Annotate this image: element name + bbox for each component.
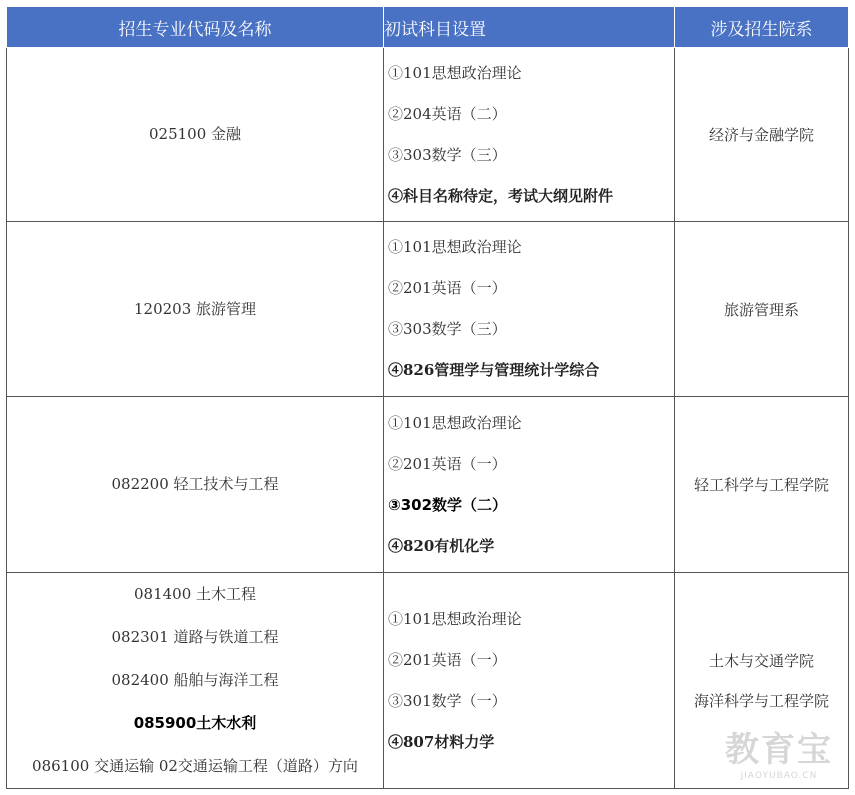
major-cell (7, 222, 384, 397)
subject-item: ③303数学（三） (388, 145, 507, 164)
subject-item: ②204英语（二） (388, 104, 507, 123)
table-header-row (7, 7, 849, 48)
department-name: 旅游管理系 (723, 300, 799, 319)
table-row (7, 48, 849, 222)
subject-item: ③302数学（二） (388, 495, 508, 514)
department-cell (675, 222, 849, 397)
major-name: 081400 土木工程 (133, 585, 257, 603)
major-name: 120203 旅游管理 (133, 299, 257, 318)
subject-item: ③303数学（三） (388, 320, 507, 338)
subjects-cell (384, 397, 675, 573)
subject-item: ①101思想政治理论 (388, 413, 522, 432)
major-name: 085900土木水利 (133, 714, 257, 732)
major-name: 086100 交通运输 02交通运输工程（道路）方向 (32, 757, 358, 775)
table-row (7, 397, 849, 573)
subject-item: ④826管理学与管理统计学综合 (388, 361, 600, 379)
subject-item: ④807材料力学 (388, 732, 495, 751)
table-row (7, 222, 849, 397)
admissions-table (6, 6, 849, 789)
major-name: 025100 金融 (148, 125, 242, 143)
major-cell (7, 48, 384, 222)
table-row (7, 573, 849, 789)
major-name: 082400 船舶与海洋工程 (111, 671, 279, 689)
major-name: 082301 道路与铁道工程 (111, 628, 279, 646)
subject-item: ②201英语（一） (388, 650, 507, 669)
watermark-logo: 教育宝 (725, 730, 833, 770)
department-cell (675, 573, 849, 789)
subject-item: ④科目名称待定，考试大纲见附件 (388, 186, 614, 205)
department-name: 土木与交通学院 (708, 651, 814, 670)
department-cell (675, 48, 849, 222)
subjects-cell (384, 222, 675, 397)
subject-item: ①101思想政治理论 (388, 609, 522, 628)
header-exam-subjects: 初试科目设置 (384, 7, 675, 48)
major-cell (7, 397, 384, 573)
subjects-cell (384, 48, 675, 222)
department-name: 经济与金融学院 (708, 126, 814, 144)
subject-item: ②201英语（一） (388, 279, 507, 297)
subjects-cell (384, 573, 675, 789)
subject-item: ④820有机化学 (388, 536, 495, 555)
header-departments: 涉及招生院系 (675, 7, 849, 48)
subject-item: ①101思想政治理论 (388, 238, 522, 256)
subject-item: ②201英语（一） (388, 454, 507, 473)
header-major-code-name: 招生专业代码及名称 (7, 7, 384, 48)
major-name: 082200 轻工技术与工程 (111, 475, 279, 493)
subject-item: ③301数学（一） (388, 691, 507, 710)
department-name: 轻工科学与工程学院 (693, 476, 829, 494)
subject-item: ①101思想政治理论 (388, 63, 522, 82)
watermark-domain: JIAOYUBAO.CN (740, 771, 818, 781)
major-cell (7, 573, 384, 789)
department-cell (675, 397, 849, 573)
department-name: 海洋科学与工程学院 (693, 691, 829, 710)
